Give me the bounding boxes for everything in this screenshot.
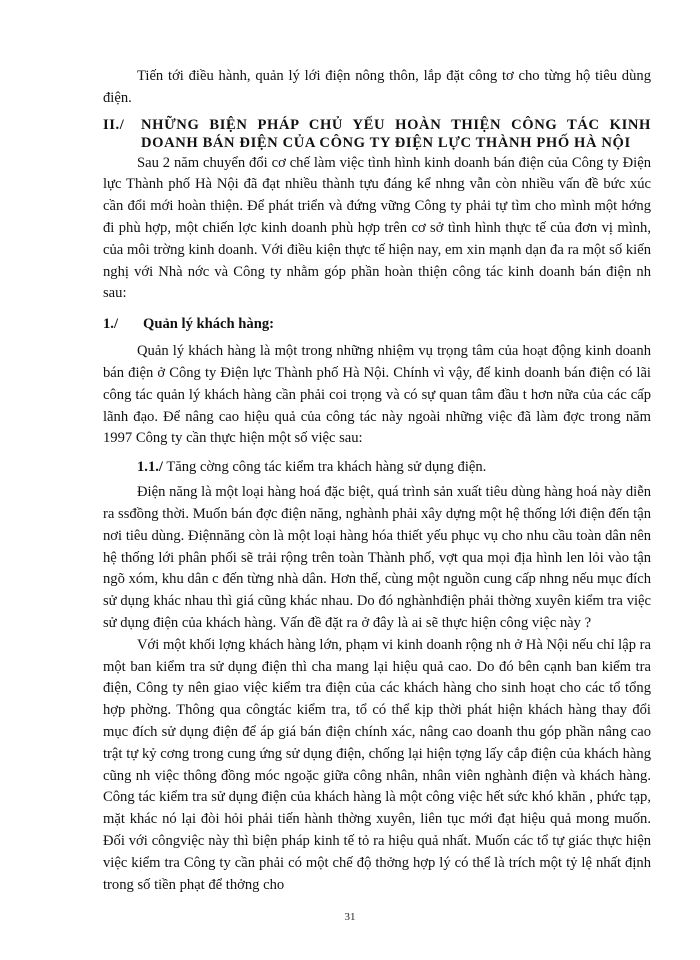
subsubsection-heading	[103, 456, 651, 478]
subsubsection-title: Tăng cờng công tác kiểm tra khách hàng sử dụng điện.	[166, 459, 487, 476]
document-page	[103, 66, 651, 896]
page-number: 31	[344, 911, 356, 923]
section-number: II./	[103, 116, 125, 133]
section-heading	[103, 116, 651, 153]
subsection-number: 1./	[103, 316, 118, 333]
paragraph-4: Với một khối lợng khách hàng lớn, phạm vi kinh doanh rộng nh ở Hà Nội nếu chỉ lập ra một ban kiểm tra sử dụng điện thì cha mang lại hiệu quả cao. Do đó bên cạnh ban kiểm tra điện, Công ty nên giao việc kiểm tra điện của các khách hàng cho sinh hoạt cho các tổ tổng hợp phờng. Thông qua côngtác kiểm tra, tổ có thể kịp thời phát hiện khách hàng thay đổi mục đích sử dụng điện để áp giá bán điện chính xác, nâng cao doanh thu góp phần nâng cao trật tự kỷ cơng trong cung ứng sử dụng điện, chống lại hiện tợng lấy cắp điện của khách hàng cũng nh việc thông đồng móc ngoặc giữa công nhân, nhân viên nghành điện và khách hàng. Công tác kiểm tra sử dụng điện của khách hàng là một công việc hết sức khó khăn , phức tạp, mặt khác nó lại đòi hỏi phải tiến hành thờng xuyên, liên tục mới đạt hiệu quả mong muốn. Đối với côngviệc này thì biện pháp kinh tế tỏ ra hiệu quả nhất. Muốn các tổ tự giác thực hiện việc kiểm tra Công ty cần phải có một chế độ thởng hợp lý có thể là trích một tỷ lệ nhất định trong số tiền phạt để thởng cho	[103, 636, 651, 893]
subsubsection-number: 1.1./	[137, 459, 163, 476]
paragraph-2: Quản lý khách hàng là một trong những nhiệm vụ trọng tâm của hoạt động kinh doanh bán điện ở Công ty Điện lực Thành phố Hà Nội. Chính vì vậy, để kinh doanh bán điện có lãi công tác quản lý khách hàng cần phải coi trọng và có sự quan tâm đầu t hơn nữa của các cấp lãnh đạo. Để nâng cao hiệu quả của công tác này ngoài những việc đã làm đợc trong năm 1997 Công ty cần thực hiện một số việc sau:	[103, 343, 651, 447]
section-title: NHỮNG BIỆN PHÁP CHỦ YẾU HOÀN THIỆN CÔNG TÁC KINH DOANH BÁN ĐIỆN CỦA CÔNG TY ĐIỆN LỰC THÀNH PHỐ HÀ NỘI	[141, 116, 651, 152]
intro-paragraph: Tiến tới điều hành, quản lý lới điện nông thôn, lắp đặt công tơ cho từng hộ tiêu dùng điện.	[103, 68, 651, 106]
subsection-title: Quản lý khách hàng:	[143, 316, 274, 333]
paragraph-3: Điện năng là một loại hàng hoá đặc biệt, quá trình sản xuất tiêu dùng hàng hoá này diễn ra ssđồng thời. Muốn bán đợc điện năng, nghành phải xây dựng một hệ thống lới điện đến tận nơi tiêu dùng. Điệnnăng còn là một loại hàng hóa thiết yếu phục vụ cho nhu cầu toàn dân nên hệ thống lới phân phối sẽ trải rộng trên toàn Thành phố, vợt qua mọi địa hình len lỏi vào tận ngõ xóm, khu dân c đến từng nhà dân. Hơn thế, cùng một nguồn cung cấp nhng nếu mục đích sử dụng khác nhau thì giá cũng khác nhau. Do đó nghànhđiện phải thờng xuyên kiểm tra việc sử dụng điện của khách hàng. Vấn đề đặt ra ở đây là ai sẽ thực hiện công việc này ?	[103, 484, 651, 631]
paragraph-1: Sau 2 năm chuyển đổi cơ chế làm việc tình hình kinh doanh bán điện của Công ty Điện lực Thành phố Hà Nội đã đạt nhiều thành tựu đáng kể nhng vẫn còn nhiều vấn đề bức xúc cần đổi mới hoàn thiện. Để phát triển và đứng vững Công ty phải tự tìm cho mình một hớng đi phù hợp, một chiến lợc kinh doanh phù hợp trên cơ sở tình hình thực tế của đơn vị mình, của môi trờng kinh doanh. Với điều kiện thực tế hiện nay, em xin mạnh dạn đa ra một số kiến nghị với Nhà nớc và Công ty nhằm góp phần hoàn thiện công tác kinh doanh bán điện nh sau:	[103, 154, 651, 302]
subsection-heading	[103, 313, 651, 335]
